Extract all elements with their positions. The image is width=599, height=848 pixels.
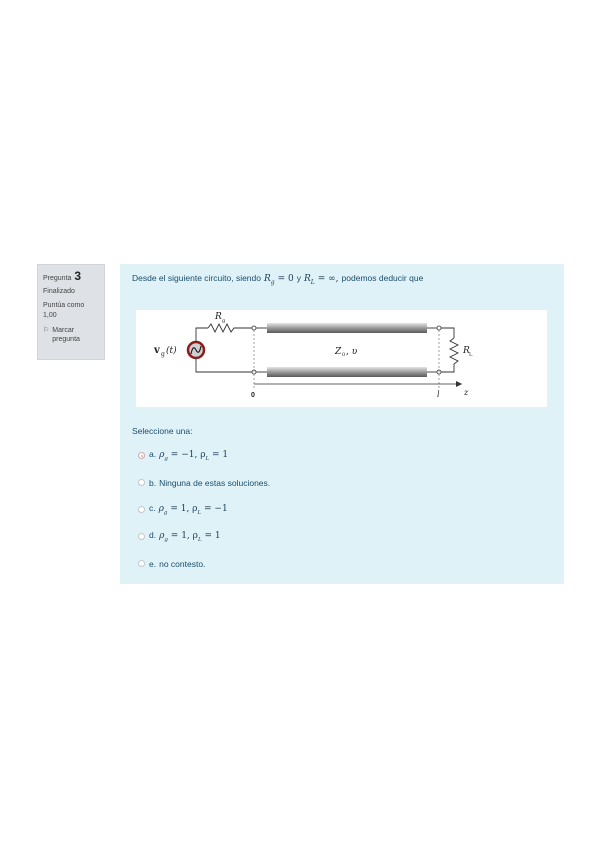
source-t: (t) (166, 346, 177, 356)
rl-resistor (441, 338, 458, 372)
rg-label: R (215, 312, 222, 322)
rg-resistor (208, 324, 254, 332)
flag-question-link[interactable] (43, 326, 99, 344)
option-c[interactable] (138, 496, 538, 523)
flag-icon: ⚐ (43, 327, 50, 334)
source-sub: g (161, 351, 165, 358)
question-text (132, 273, 552, 286)
flag-label-line2: pregunta (52, 336, 80, 343)
bottom-conductor (267, 367, 427, 377)
conjunction: y (296, 273, 302, 283)
option-e-letter: e. (149, 558, 157, 569)
question-state: Finalizado (43, 288, 75, 295)
answer-options (138, 442, 538, 577)
source-label: v (154, 345, 160, 356)
top-conductor (267, 323, 427, 333)
question-intro: Desde el siguiente circuito, siendo (132, 273, 261, 283)
flag-label-line1: Marcar (52, 327, 75, 334)
option-b[interactable] (138, 469, 538, 496)
rg-symbol: $R_g$ (264, 274, 275, 286)
grade-label: Puntúa como (43, 302, 85, 309)
rl-equals: = ∞, (317, 274, 339, 284)
z-axis-label: z (464, 388, 469, 397)
answer-prompt: Seleccione una: (132, 426, 193, 436)
radio-e[interactable] (138, 560, 145, 567)
option-d[interactable] (138, 523, 538, 550)
question-number-value: 3 (74, 269, 82, 283)
option-c-letter: c. (149, 503, 156, 514)
option-b-text: Ninguna de estas soluciones. (159, 477, 271, 488)
line-sub: 0 (342, 352, 346, 358)
rl-symbol: $R_L$ (304, 274, 315, 286)
option-b-letter: b. (149, 477, 157, 488)
transmission-line-circuit (136, 310, 547, 407)
rg-sub: g (222, 318, 226, 324)
question-grade (43, 301, 99, 321)
option-d-math: $\rho_g = 1$, $\rho_L = 1$ (159, 531, 221, 543)
rg-equals: = 0 (277, 274, 294, 284)
question-number (43, 269, 99, 283)
option-a[interactable] (138, 442, 538, 469)
option-e-text: no contesto. (159, 558, 206, 569)
question-end: podemos deducir que (341, 273, 424, 283)
question-info-panel (37, 264, 105, 360)
radio-d[interactable] (138, 533, 145, 540)
line-label2: , υ (346, 347, 358, 357)
circuit-figure (136, 310, 547, 407)
radio-c[interactable] (138, 506, 145, 513)
radio-a[interactable] (138, 452, 145, 459)
option-c-math: $\rho_g = 1$, $\rho_L = -1$ (158, 504, 228, 516)
option-a-letter: a. (149, 449, 157, 460)
line-label: Z (335, 347, 342, 357)
rl-label: R (463, 346, 470, 356)
radio-b[interactable] (138, 479, 145, 486)
rl-sub: L (469, 352, 473, 358)
option-a-math: $\rho_g = -1$, $\rho_L = 1$ (159, 450, 229, 462)
option-d-letter: d. (149, 530, 157, 541)
question-formulation (120, 264, 564, 584)
z-origin-label: 0 (251, 392, 255, 399)
question-label: Pregunta (43, 275, 72, 282)
grade-value: 1,00 (43, 312, 57, 319)
z-length-label: l (437, 390, 440, 399)
option-e[interactable] (138, 550, 538, 577)
